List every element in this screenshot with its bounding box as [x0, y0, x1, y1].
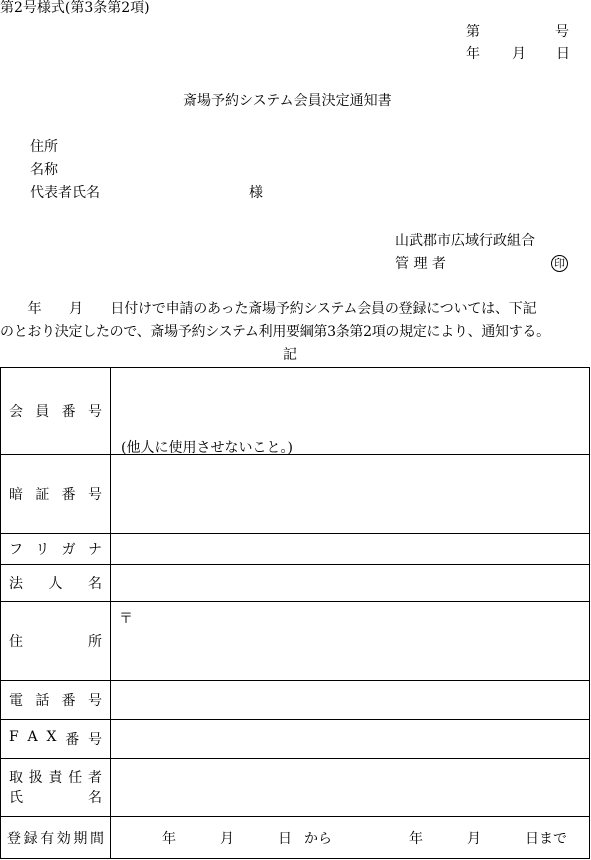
validity-from-year: 年: [162, 830, 176, 847]
doc-number-dai: 第: [466, 24, 480, 40]
label-char: 者: [88, 769, 102, 786]
value-corp-name[interactable]: [111, 565, 590, 602]
label-char: 号: [87, 693, 102, 709]
label-char: 人: [48, 576, 63, 592]
validity-to-day: 日まで: [525, 830, 567, 847]
label-char: ナ: [87, 542, 102, 558]
label-char: 会: [9, 404, 23, 420]
value-validity[interactable]: [111, 817, 590, 859]
label-char: 名: [88, 789, 102, 806]
label-pin: [1, 455, 111, 534]
label-char: 間: [89, 830, 104, 847]
label-char: 号: [87, 487, 102, 503]
ki-mark: 記: [283, 347, 297, 363]
label-char: 暗: [9, 487, 23, 503]
recipient-name-label: 名称: [30, 162, 58, 178]
value-pin[interactable]: [111, 455, 590, 534]
label-char: 証: [35, 487, 50, 503]
postal-mark: 〒: [119, 611, 133, 627]
validity-from-month: 月: [220, 830, 234, 847]
label-char: 任: [68, 769, 83, 786]
document-title: 斎場予約システム会員決定通知書: [183, 93, 392, 109]
row-phone: [1, 681, 590, 720]
label-char: ガ: [61, 542, 76, 558]
value-furigana[interactable]: [111, 534, 590, 565]
member-info-table: [0, 367, 590, 859]
label-char: 番: [61, 693, 76, 709]
label-char: 期: [73, 830, 88, 847]
validity-to-month: 月: [467, 830, 481, 847]
label-char: フ: [9, 542, 23, 558]
label-corp-name: [1, 565, 111, 602]
value-address[interactable]: [111, 602, 590, 681]
label-char: 号: [88, 732, 102, 748]
label-char: 号: [87, 404, 102, 420]
label-char: 名: [88, 576, 102, 592]
label-handler: [1, 759, 111, 817]
label-char: リ: [35, 542, 50, 558]
recipient-address-label: 住所: [30, 139, 58, 155]
row-handler: [1, 759, 590, 817]
row-member-no: [1, 368, 590, 455]
label-phone: [1, 681, 111, 720]
label-char: A: [27, 729, 38, 745]
label-char: 電: [9, 693, 23, 709]
doc-date-month: 月: [512, 46, 526, 62]
label-char: F: [9, 729, 19, 745]
label-char: 氏: [9, 789, 23, 806]
label-char: 有: [40, 830, 55, 847]
validity-from-day: 日: [278, 830, 292, 847]
label-validity: [1, 817, 111, 859]
label-member-no: [1, 368, 111, 455]
member-no-note: (他人に使用させないこと。): [121, 440, 293, 456]
label-char: 番: [65, 732, 80, 748]
label-char: 録: [23, 830, 38, 847]
label-char: 法: [9, 576, 23, 592]
row-pin: [1, 455, 590, 534]
label-address: [1, 602, 111, 681]
body-line-1: 年 月 日付けで申請のあった斎場予約システム会員の登録については、下記: [0, 301, 537, 317]
label-char: 効: [56, 830, 71, 847]
label-char: 取: [9, 769, 23, 786]
label-char: X: [46, 729, 57, 745]
label-char: 所: [88, 634, 102, 650]
label-char: 番: [61, 487, 76, 503]
doc-date-year: 年: [466, 46, 480, 62]
doc-date-day: 日: [556, 46, 570, 62]
value-fax[interactable]: [111, 720, 590, 759]
label-char: 扱: [28, 769, 43, 786]
validity-from: から: [304, 830, 332, 847]
label-fax: [1, 720, 111, 759]
recipient-honorific: 様: [249, 185, 263, 201]
value-member-no[interactable]: [111, 368, 590, 455]
value-handler[interactable]: [111, 759, 590, 817]
row-validity: [1, 817, 590, 859]
seal-mark: 印: [551, 255, 568, 272]
issuer-title: 管 理 者: [395, 256, 446, 272]
issuer-org: 山武郡市広域行政組合: [395, 233, 535, 249]
row-address: [1, 602, 590, 681]
recipient-rep-label: 代表者氏名: [30, 185, 100, 201]
doc-number-go: 号: [555, 24, 569, 40]
label-char: 住: [9, 634, 23, 650]
form-number: 第2号様式(第3条第2項): [0, 0, 150, 16]
row-fax: [1, 720, 590, 759]
body-line-2: のとおり決定したので、斎場予約システム利用要綱第3条第2項の規定により、通知する。: [0, 324, 550, 340]
label-char: 登: [7, 830, 21, 847]
value-phone[interactable]: [111, 681, 590, 720]
label-char: 員: [35, 404, 50, 420]
validity-to-year: 年: [409, 830, 423, 847]
label-char: 責: [48, 769, 63, 786]
label-furigana: [1, 534, 111, 565]
label-char: 番: [61, 404, 76, 420]
label-char: 話: [35, 693, 50, 709]
row-corp-name: [1, 565, 590, 602]
row-furigana: [1, 534, 590, 565]
